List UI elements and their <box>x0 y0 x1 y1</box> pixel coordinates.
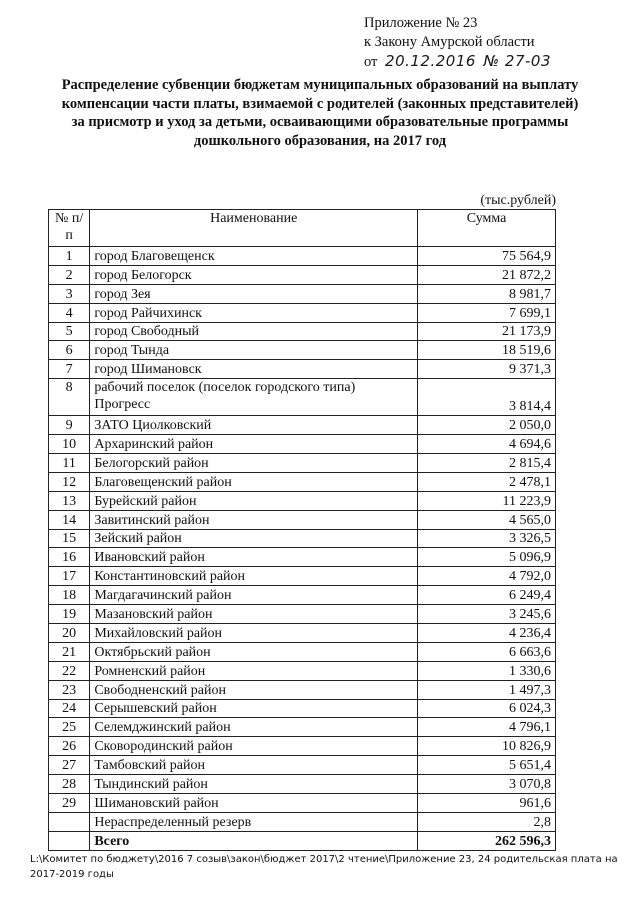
table-row <box>49 265 556 284</box>
row-number <box>49 831 90 850</box>
row-name: Михайловский район <box>90 624 418 643</box>
row-number: 25 <box>49 718 90 737</box>
table-row <box>49 737 556 756</box>
table-row <box>49 472 556 491</box>
row-number: 20 <box>49 624 90 643</box>
row-name: ЗАТО Циолковский <box>90 416 418 435</box>
table-row <box>49 699 556 718</box>
row-number: 2 <box>49 265 90 284</box>
row-sum: 21 872,2 <box>418 265 556 284</box>
row-name: Мазановский район <box>90 605 418 624</box>
table-row <box>49 435 556 454</box>
row-sum: 1 497,3 <box>418 680 556 699</box>
row-number: 6 <box>49 341 90 360</box>
table-row <box>49 642 556 661</box>
table-row <box>49 284 556 303</box>
row-number: 27 <box>49 756 90 775</box>
row-number: 10 <box>49 435 90 454</box>
row-number: 23 <box>49 680 90 699</box>
row-sum: 262 596,3 <box>418 831 556 850</box>
table-row <box>49 341 556 360</box>
row-sum: 9 371,3 <box>418 360 556 379</box>
row-number: 15 <box>49 529 90 548</box>
table-row <box>49 454 556 473</box>
table-row <box>49 510 556 529</box>
unit-label: (тыс.рублей) <box>480 193 556 208</box>
table-row <box>49 661 556 680</box>
table-row <box>49 529 556 548</box>
table-row <box>49 322 556 341</box>
appendix-date-prefix: от <box>364 54 378 70</box>
table-row <box>49 303 556 322</box>
table-row <box>49 491 556 510</box>
row-sum: 2 050,0 <box>418 416 556 435</box>
table-header-row <box>49 210 556 247</box>
table-row <box>49 548 556 567</box>
row-sum: 1 330,6 <box>418 661 556 680</box>
row-number: 12 <box>49 472 90 491</box>
table-row <box>49 247 556 266</box>
row-sum: 4 236,4 <box>418 624 556 643</box>
row-sum: 5 096,9 <box>418 548 556 567</box>
row-number: 4 <box>49 303 90 322</box>
row-sum: 2,8 <box>418 812 556 831</box>
row-number: 16 <box>49 548 90 567</box>
row-number: 28 <box>49 775 90 794</box>
row-name: Ромненский район <box>90 661 418 680</box>
row-name: Всего <box>90 831 418 850</box>
appendix-header <box>364 14 551 72</box>
row-sum: 75 564,9 <box>418 247 556 266</box>
row-number: 19 <box>49 605 90 624</box>
row-sum: 4 792,0 <box>418 567 556 586</box>
row-sum: 3 814,4 <box>418 379 556 416</box>
row-name: город Свободный <box>90 322 418 341</box>
row-sum: 18 519,6 <box>418 341 556 360</box>
row-sum: 21 173,9 <box>418 322 556 341</box>
row-sum: 6 249,4 <box>418 586 556 605</box>
row-name: Серышевский район <box>90 699 418 718</box>
row-sum: 7 699,1 <box>418 303 556 322</box>
row-sum: 6 024,3 <box>418 699 556 718</box>
row-sum: 4 694,6 <box>418 435 556 454</box>
file-path-footer: L:\Комитет по бюджету\2016 7 созыв\закон\бюджет 2017\2 чтение\Приложение 23, 24 родительская плата на 2017-2019 годы <box>30 854 618 880</box>
header-num: № п/п <box>49 210 90 247</box>
header-sum: Сумма <box>418 210 556 247</box>
row-name: Бурейский район <box>90 491 418 510</box>
appendix-number: Приложение № 23 <box>364 15 478 31</box>
row-name: Свободненский район <box>90 680 418 699</box>
row-sum: 2 478,1 <box>418 472 556 491</box>
row-name: город Райчихинск <box>90 303 418 322</box>
row-sum: 6 663,6 <box>418 642 556 661</box>
table-body <box>49 247 556 851</box>
handwritten-number: № 27-03 <box>483 52 552 70</box>
row-name: город Шимановск <box>90 360 418 379</box>
row-name: Белогорский район <box>90 454 418 473</box>
row-name: город Белогорск <box>90 265 418 284</box>
row-sum: 2 815,4 <box>418 454 556 473</box>
row-sum: 4 565,0 <box>418 510 556 529</box>
row-number: 29 <box>49 794 90 813</box>
table-total-row <box>49 831 556 850</box>
row-name: Тындинский район <box>90 775 418 794</box>
row-name: Архаринский район <box>90 435 418 454</box>
row-number: 26 <box>49 737 90 756</box>
document-title: Распределение субвенции бюджетам муниципальных образований на выплату компенсации части платы, взимаемой с родителей (законных представителей) за присмотр и уход за детьми, осваивающими образовательные программы дошкольного образования, на 2017 год <box>61 77 579 149</box>
row-number: 8 <box>49 379 90 416</box>
row-number: 11 <box>49 454 90 473</box>
row-sum: 5 651,4 <box>418 756 556 775</box>
row-name: Тамбовский район <box>90 756 418 775</box>
row-number: 22 <box>49 661 90 680</box>
row-name: город Благовещенск <box>90 247 418 266</box>
row-number: 14 <box>49 510 90 529</box>
row-name: Зейский район <box>90 529 418 548</box>
row-name: Завитинский район <box>90 510 418 529</box>
table-row <box>49 794 556 813</box>
table-row <box>49 586 556 605</box>
row-number: 7 <box>49 360 90 379</box>
row-name: рабочий поселок (поселок городского типа) Прогресс <box>90 379 418 416</box>
table-row <box>49 379 556 416</box>
row-number: 5 <box>49 322 90 341</box>
table-row <box>49 360 556 379</box>
row-name: Шимановский район <box>90 794 418 813</box>
row-sum: 4 796,1 <box>418 718 556 737</box>
table-row <box>49 605 556 624</box>
row-number: 21 <box>49 642 90 661</box>
row-number: 9 <box>49 416 90 435</box>
row-sum: 11 223,9 <box>418 491 556 510</box>
row-sum: 3 326,5 <box>418 529 556 548</box>
row-name: Константиновский район <box>90 567 418 586</box>
row-name: город Тында <box>90 341 418 360</box>
row-sum: 3 070,8 <box>418 775 556 794</box>
row-number: 24 <box>49 699 90 718</box>
distribution-table <box>48 209 556 851</box>
row-name: Сковородинский район <box>90 737 418 756</box>
appendix-law: к Закону Амурской области <box>364 34 535 50</box>
table-row <box>49 775 556 794</box>
row-number: 3 <box>49 284 90 303</box>
row-number: 17 <box>49 567 90 586</box>
row-name: Магдагачинский район <box>90 586 418 605</box>
header-name: Наименование <box>90 210 418 247</box>
row-name: Ивановский район <box>90 548 418 567</box>
handwritten-date: 20.12.2016 <box>385 52 476 70</box>
row-sum: 3 245,6 <box>418 605 556 624</box>
table-row <box>49 718 556 737</box>
table-row <box>49 624 556 643</box>
row-number: 13 <box>49 491 90 510</box>
row-name: Октябрьский район <box>90 642 418 661</box>
appendix-date-line <box>364 52 551 72</box>
row-sum: 10 826,9 <box>418 737 556 756</box>
table-row <box>49 812 556 831</box>
row-name: Нераспределенный резерв <box>90 812 418 831</box>
row-number: 1 <box>49 247 90 266</box>
row-name: Благовещенский район <box>90 472 418 491</box>
row-number: 18 <box>49 586 90 605</box>
row-name: Селемджинский район <box>90 718 418 737</box>
row-sum: 8 981,7 <box>418 284 556 303</box>
row-sum: 961,6 <box>418 794 556 813</box>
row-name: город Зея <box>90 284 418 303</box>
table-row <box>49 756 556 775</box>
row-number <box>49 812 90 831</box>
table-row <box>49 567 556 586</box>
table-row <box>49 416 556 435</box>
table-row <box>49 680 556 699</box>
